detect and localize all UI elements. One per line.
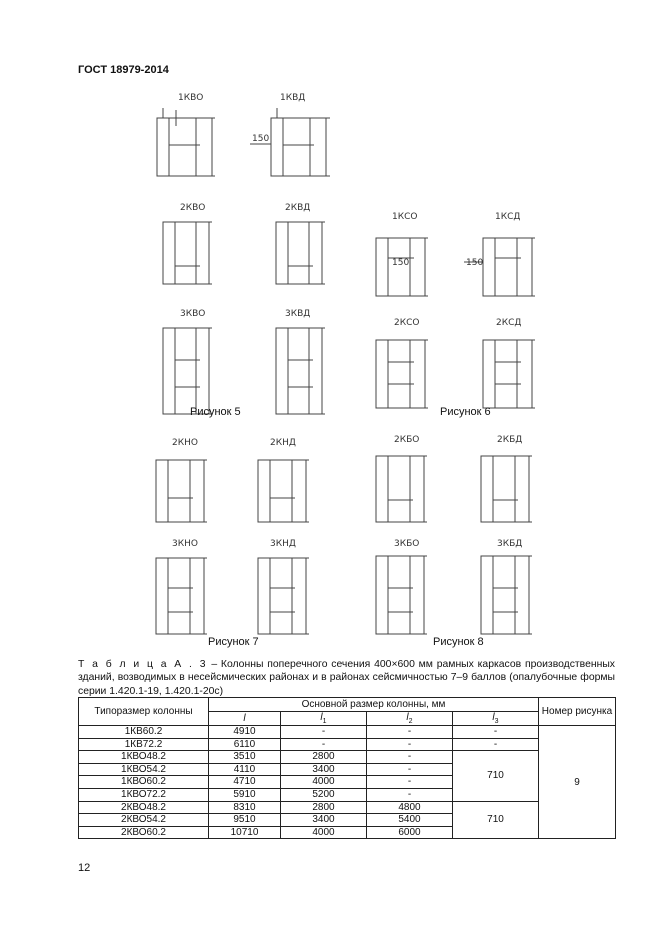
col-type-header: Типоразмер колонны [79, 698, 209, 726]
drawing-2kno [156, 460, 207, 522]
drawing-3kvd [276, 328, 325, 414]
label-1kso: 1КСО [392, 212, 418, 222]
fig6-caption: Рисунок 6 [440, 406, 491, 418]
col-l3: $l_3$ [453, 712, 539, 726]
drawing-3kbd [481, 556, 532, 634]
drawing-2knd [258, 460, 309, 522]
table-row: 2КВО54.2 9510 3400 5400 [79, 814, 616, 827]
table-row: 1КВ60.2 4910 - - - 9 [79, 726, 616, 739]
table-row: 1КВО48.2 3510 2800 - 710 [79, 751, 616, 764]
table-label: Т а б л и ц а А . 3 [78, 659, 208, 670]
fig7-caption: Рисунок 7 [208, 636, 259, 648]
label-1kvd: 1КВД [280, 93, 306, 103]
standard-title: ГОСТ 18979-2014 [78, 64, 169, 76]
drawing-3knd [258, 558, 309, 634]
page-number: 12 [78, 862, 91, 874]
drawing-3kbo [376, 556, 427, 634]
label-1kvo: 1КВО [178, 93, 204, 103]
drawing-2kbd [481, 456, 532, 522]
col-l2: $l_2$ [367, 712, 453, 726]
drawing-2kvd [276, 222, 325, 284]
label-3kvd: 3КВД [285, 309, 311, 319]
table-row: 1КВ72.2 6110 - - - [79, 738, 616, 751]
dim-150-b: 150 [466, 258, 484, 268]
table-header-row-1 [79, 698, 616, 712]
label-2kno: 2КНО [172, 438, 198, 448]
label-2kso: 2КСО [394, 318, 420, 328]
fig5-caption: Рисунок 5 [190, 406, 241, 418]
drawing-2kvo [163, 222, 212, 284]
label-2kvo: 2КВО [180, 203, 206, 213]
label-3kvo: 3КВО [180, 309, 206, 319]
table-row: 1КВО54.2 4110 3400 - [79, 763, 616, 776]
dim-150: 150 [252, 134, 270, 144]
col-l: l [209, 712, 281, 726]
label-2kbd: 2КБД [497, 435, 523, 445]
label-3knd: 3КНД [270, 539, 296, 549]
label-3kbo: 3КБО [394, 539, 420, 549]
label-2knd: 2КНД [270, 438, 296, 448]
fig8-caption: Рисунок 8 [433, 636, 484, 648]
col-fig-header: Номер рисунка [539, 698, 616, 726]
col-size-header: Основной размер колонны, мм [209, 698, 539, 712]
fig-number-cell: 9 [539, 726, 616, 839]
table-caption-text: – Колонны поперечного сечения 400×600 мм рамных каркасов производственных зданий, возводимых в несейсмических районах и в районах сейсмичностью 7–9 баллов (опалубочные формы серии 1.420.1-19, 1.420.1-20с) [78, 659, 615, 697]
drawing-2ksd [483, 340, 535, 408]
label-2kbo: 2КБО [394, 435, 420, 445]
label-2kvd: 2КВД [285, 203, 311, 213]
table-row: 1КВО60.2 4710 4000 - [79, 776, 616, 789]
table-row: 2КВО48.2 8310 2800 4800 710 [79, 801, 616, 814]
l3-group2-cell: 710 [453, 801, 539, 839]
drawing-2kso [376, 340, 428, 408]
l3-group1-cell: 710 [453, 751, 539, 801]
label-2ksd: 2КСД [496, 318, 522, 328]
table-row: 2КВО60.2 10710 4000 6000 [79, 826, 616, 839]
table-row: 1КВО72.2 5910 5200 - [79, 788, 616, 801]
label-1ksd: 1КСД [495, 212, 521, 222]
table-caption [78, 658, 615, 698]
dim-150-c: 150 [392, 258, 410, 268]
drawing-3kvo [163, 328, 212, 414]
label-3kbd: 3КБД [497, 539, 523, 549]
spec-table [78, 697, 616, 839]
drawing-3kno [156, 558, 207, 634]
label-3kno: 3КНО [172, 539, 198, 549]
drawing-2kbo [376, 456, 427, 522]
col-l1: $l_1$ [281, 712, 367, 726]
drawing-1kvo [157, 108, 215, 176]
